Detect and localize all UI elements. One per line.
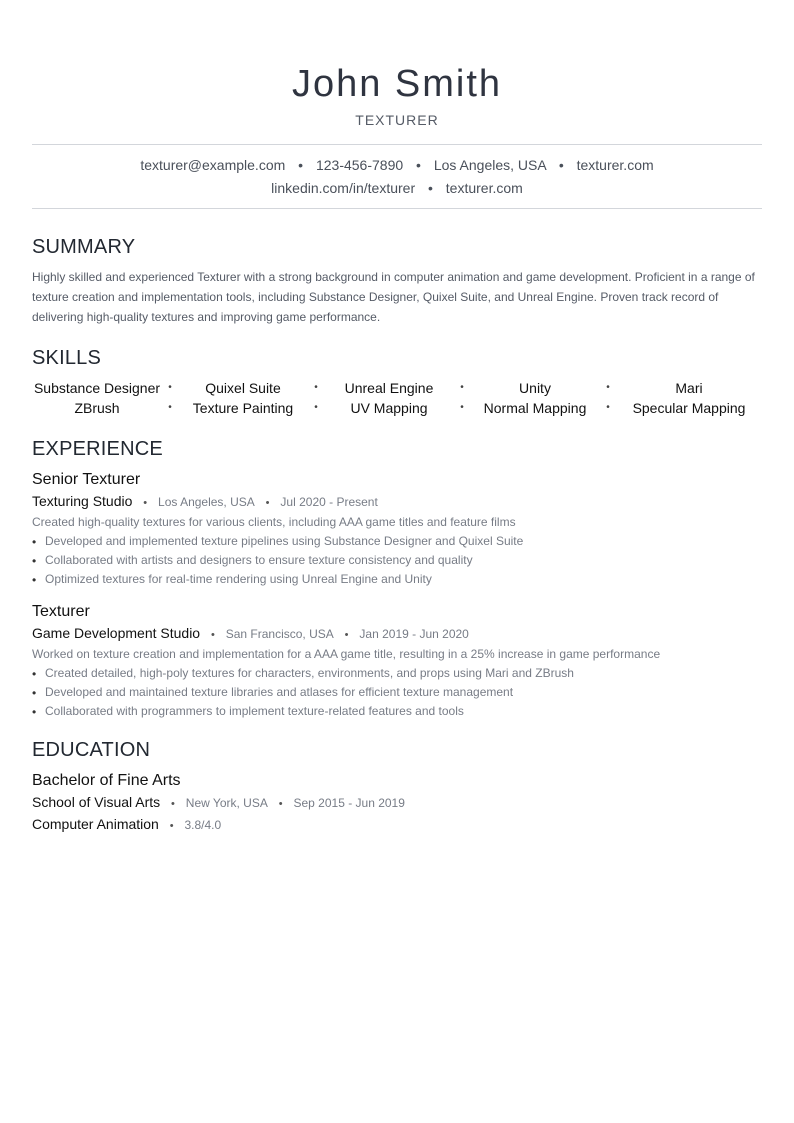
job-bullet: • Developed and implemented texture pipelines using Substance Designer and Quixel Suite	[32, 532, 762, 551]
job-entry	[32, 601, 762, 721]
skill-item: Unity	[519, 380, 551, 396]
education-dates: Sep 2015 - Jun 2019	[293, 796, 405, 810]
job-dates: Jan 2019 - Jun 2020	[359, 627, 469, 641]
contact-linkedin[interactable]: linkedin.com/in/texturer	[271, 180, 416, 196]
skill-separator: •	[460, 382, 464, 393]
job-description: Worked on texture creation and implementation for a AAA game title, resulting in a 25% increase in game performance	[32, 647, 661, 661]
candidate-name: John Smith	[291, 63, 503, 105]
skills-section	[32, 346, 762, 418]
job-bullet: • Optimized textures for real-time rendering using Unreal Engine and Unity	[32, 570, 762, 589]
meta-separator: •	[344, 629, 349, 641]
contact-separator: •	[428, 180, 433, 196]
education-location: New York, USA	[185, 796, 268, 810]
header-divider-bottom	[32, 208, 762, 209]
experience-section	[32, 437, 762, 721]
skill-item: Texture Painting	[192, 400, 294, 416]
job-company: Texturing Studio	[32, 493, 133, 509]
education-degree: Bachelor of Fine Arts	[32, 772, 181, 789]
meta-separator: •	[210, 629, 215, 641]
job-location: San Francisco, USA	[225, 627, 334, 641]
education-section	[32, 738, 762, 836]
skill-separator: •	[606, 402, 610, 413]
job-description: Created high-quality textures for various clients, including AAA game titles and feature films	[32, 515, 516, 529]
skills-heading: SKILLS	[32, 347, 102, 369]
skill-item: Mari	[675, 380, 703, 396]
skill-item: Substance Designer	[33, 380, 161, 396]
contact-phone[interactable]: 123-456-7890	[315, 157, 404, 173]
candidate-role: TEXTURER	[355, 112, 439, 128]
meta-separator: •	[278, 798, 283, 810]
education-school: School of Visual Arts	[32, 794, 161, 810]
experience-heading: EXPERIENCE	[32, 438, 163, 460]
skill-item: UV Mapping	[350, 400, 428, 416]
skill-separator: •	[168, 402, 172, 413]
education-gpa: 3.8/4.0	[184, 818, 222, 832]
contact-line-2	[32, 177, 762, 200]
skills-grid	[32, 378, 762, 418]
job-dates: Jul 2020 - Present	[280, 495, 378, 509]
education-major: Computer Animation	[32, 816, 159, 832]
job-bullet: • Collaborated with programmers to implement texture-related features and tools	[32, 702, 762, 721]
job-bullets	[32, 664, 762, 721]
job-entry	[32, 469, 762, 589]
skill-separator: •	[314, 382, 318, 393]
skill-item: ZBrush	[74, 400, 120, 416]
job-bullet: • Collaborated with artists and designers to ensure texture consistency and quality	[32, 551, 762, 570]
job-bullet: • Created detailed, high-poly textures for characters, environments, and props using Mari and ZBrush	[32, 664, 762, 683]
skill-separator: •	[606, 382, 610, 393]
skill-separator: •	[460, 402, 464, 413]
education-major-line	[32, 814, 762, 836]
job-meta	[32, 623, 762, 645]
skill-item: Specular Mapping	[632, 400, 746, 416]
summary-text: Highly skilled and experienced Texturer with a strong background in computer animation and game development. Proficient in a range of texture creation and implementation tools, including Substance Designer, Quixel Suite, and Unreal Engine. Proven track record of delivering high-quality textures and improving game performance.	[32, 270, 755, 324]
contact-separator: •	[416, 157, 421, 173]
meta-separator: •	[171, 798, 175, 810]
job-bullet: • Developed and maintained texture libraries and atlases for efficient texture management	[32, 683, 762, 702]
contact-website-2[interactable]: texturer.com	[445, 180, 523, 196]
meta-separator: •	[143, 497, 148, 509]
contact-line-1	[32, 154, 762, 177]
education-meta	[32, 792, 762, 814]
contact-email[interactable]: texturer@example.com	[140, 157, 286, 173]
meta-separator: •	[169, 820, 174, 832]
job-title: Senior Texturer	[32, 471, 141, 488]
skill-item: Normal Mapping	[483, 400, 587, 416]
meta-separator: •	[265, 497, 270, 509]
skill-item: Unreal Engine	[344, 380, 434, 396]
contact-separator: •	[558, 157, 564, 173]
education-entry	[32, 770, 762, 836]
job-location: Los Angeles, USA	[158, 495, 255, 509]
contact-location: Los Angeles, USA	[433, 157, 546, 173]
summary-section	[32, 235, 762, 327]
job-bullets	[32, 532, 762, 589]
summary-heading: SUMMARY	[32, 236, 136, 258]
contact-separator: •	[298, 157, 304, 173]
education-heading: EDUCATION	[32, 739, 151, 761]
job-title: Texturer	[32, 603, 90, 620]
skill-separator: •	[314, 402, 318, 413]
job-meta	[32, 491, 762, 513]
job-company: Game Development Studio	[32, 625, 201, 641]
contact-website[interactable]: texturer.com	[576, 157, 654, 173]
skill-item: Quixel Suite	[205, 380, 281, 396]
skill-separator: •	[168, 382, 172, 393]
contact-block	[32, 145, 762, 208]
